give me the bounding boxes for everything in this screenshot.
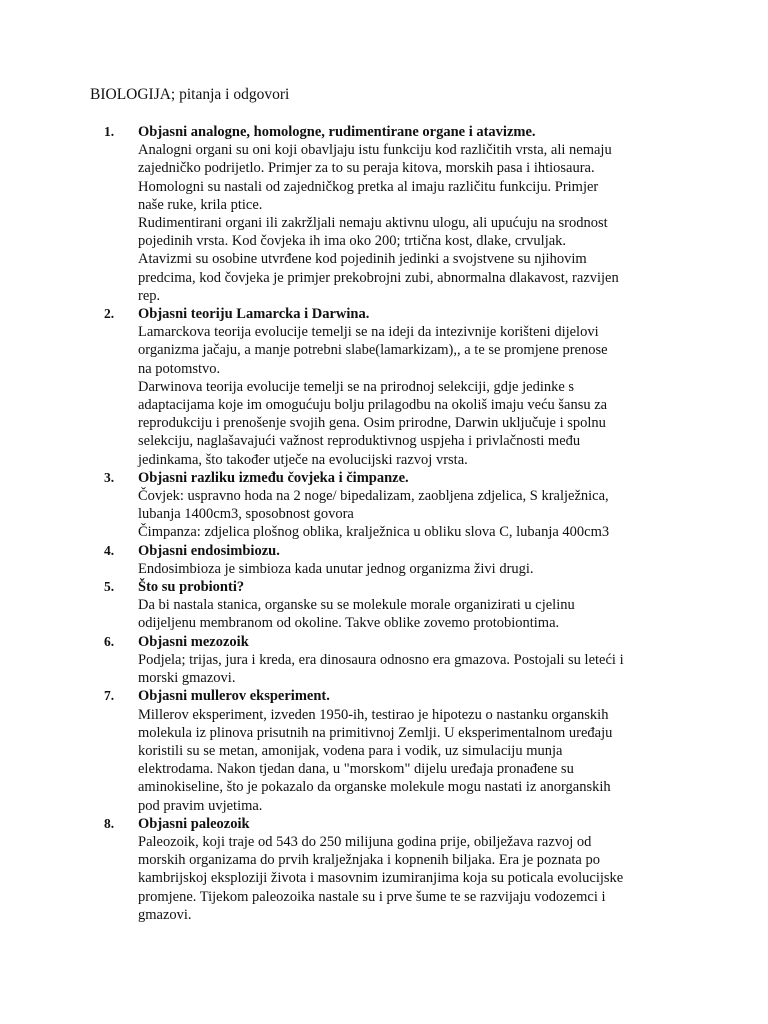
answer-line: Rudimentirani organi ili zakržljali nemaju aktivnu ulogu, ali upućuju na srodnost	[138, 215, 608, 232]
document-title: BIOLOGIJA; pitanja i odgovori	[90, 86, 290, 103]
question-heading: Objasni endosimbiozu.	[138, 542, 280, 559]
answer-line: Analogni organi su oni koji obavljaju istu funkciju kod različitih vrsta, ali nemaju	[138, 142, 612, 159]
answer-line: odijeljenu membranom od okoline. Takve oblike zovemo protobiontima.	[138, 615, 560, 632]
answer-line: organizma jačaju, a manje potrebni slabe(lamarkizam),, a te se promjene prenose	[138, 342, 608, 359]
question-heading: Objasni mullerov eksperiment.	[138, 688, 330, 705]
answer-line: Atavizmi su osobine utvrđene kod pojedinih jedinki a svojstvene su njihovim	[138, 251, 587, 268]
answer-line: Čimpanza: zdjelica plošnog oblika, kralježnica u obliku slova C, lubanja 400cm3	[138, 524, 610, 541]
question-number: 5.	[104, 579, 115, 595]
question-heading: Objasni teoriju Lamarcka i Darwina.	[138, 306, 370, 323]
answer-line: Darwinova teorija evolucije temelji se na prirodnoj selekciji, gdje jedinke s	[138, 378, 575, 395]
answer-line: kambrijskoj eksploziji života i masovnim izumiranjima koja su poticala evolucijske	[138, 870, 624, 887]
question-number: 8.	[104, 815, 115, 831]
question-item	[104, 633, 686, 688]
question-heading: Objasni analogne, homologne, rudimentirane organe i atavizme.	[138, 124, 536, 140]
question-number: 3.	[104, 469, 115, 485]
answer-line: Homologni su nastali od zajedničkog pretka al imaju različitu funkciju. Primjer	[138, 178, 599, 195]
question-item	[104, 542, 686, 578]
answer-line: zajedničko podrijetlo. Primjer za to su peraja kitova, morskih pasa i ihtiosaura.	[138, 160, 595, 177]
answer-line: reprodukciju i prenošenje svojih gena. Osim prirodne, Darwin uključuje i spolnu	[138, 415, 606, 432]
answer-line: Endosimbioza je simbioza kada unutar jednog organizma živi drugi.	[138, 560, 534, 577]
question-list	[104, 123, 686, 924]
answer-line: promjene. Tijekom paleozoika nastale su i prve šume te se razvijaju vodozemci i	[138, 888, 606, 905]
question-number: 4.	[104, 542, 115, 558]
answer-line: na potomstvo.	[138, 360, 221, 377]
answer-line: aminokiseline, što je pokazalo da organske molekule mogu nastati iz anorganskih	[138, 779, 611, 796]
answer-line: Podjela; trijas, jura i kreda, era dinosaura odnosno era gmazova. Postojali su leteći i	[138, 651, 624, 668]
answer-line: morskih organizama do prvih kralježnjaka i kopnenih biljaka. Era je poznata po	[138, 852, 600, 869]
answer-line: lubanja 1400cm3, sposobnost govora	[138, 506, 354, 523]
answer-line: Da bi nastala stanica, organske su se molekule morale organizirati u cjelinu	[138, 597, 575, 614]
question-number: 1.	[104, 124, 115, 139]
question-item	[104, 578, 686, 633]
question-heading: Objasni mezozoik	[138, 633, 249, 650]
answer-line: Čovjek: uspravno hoda na 2 noge/ bipedalizam, zaobljena zdjelica, S kralježnica,	[138, 488, 609, 505]
answer-line: koristili su se metan, amonijak, vodena para i vodik, uz simulaciju munja	[138, 742, 563, 759]
question-item	[104, 123, 686, 305]
answer-line: gmazovi.	[138, 906, 192, 923]
answer-line: Lamarckova teorija evolucije temelji se na ideji da intezivnije korišteni dijelovi	[138, 324, 599, 341]
answer-line: naše ruke, krila ptice.	[138, 196, 263, 213]
question-number: 7.	[104, 688, 115, 704]
answer-line: pojedinih vrsta. Kod čovjeka ih ima oko 200; trtična kost, dlake, crvuljak.	[138, 233, 567, 250]
answer-line: morski gmazovi.	[138, 670, 236, 687]
question-heading: Objasni razliku između čovjeka i čimpanze.	[138, 469, 409, 486]
answer-line: pod pravim uvjetima.	[138, 797, 263, 814]
question-item	[104, 469, 686, 542]
answer-line: elektrodama. Nakon tjedan dana, u "morskom" dijelu uređaja pronađene su	[138, 761, 574, 778]
answer-line: molekula iz plinova prisutnih na primitivnoj Zemlji. U eksperimentalnom uređaju	[138, 724, 613, 741]
answer-line: predcima, kod čovjeka je primjer prekobrojni zubi, abnormalna dlakavost, razvijen	[138, 269, 619, 286]
question-heading: Što su probionti?	[138, 579, 245, 596]
question-item	[104, 687, 686, 814]
question-item	[104, 815, 686, 924]
answer-line: adaptacijama koje im omogućuju bolju prilagodbu na okoliš imaju veću šansu za	[138, 397, 608, 414]
answer-line: Paleozoik, koji traje od 543 do 250 milijuna godina prije, obilježava razvoj od	[138, 833, 592, 850]
question-heading: Objasni paleozoik	[138, 815, 250, 832]
question-item	[104, 305, 686, 469]
answer-line: Millerov eksperiment, izveden 1950-ih, testirao je hipotezu o nastanku organskih	[138, 706, 609, 723]
answer-line: jedinkama, što također utječe na evolucijski razvoj vrsta.	[138, 451, 468, 468]
question-number: 6.	[104, 633, 115, 649]
answer-line: selekciju, naglašavajući važnost reproduktivnog uspjeha i privlačnosti među	[138, 433, 581, 450]
question-number: 2.	[104, 306, 115, 322]
answer-line: rep.	[138, 287, 161, 304]
